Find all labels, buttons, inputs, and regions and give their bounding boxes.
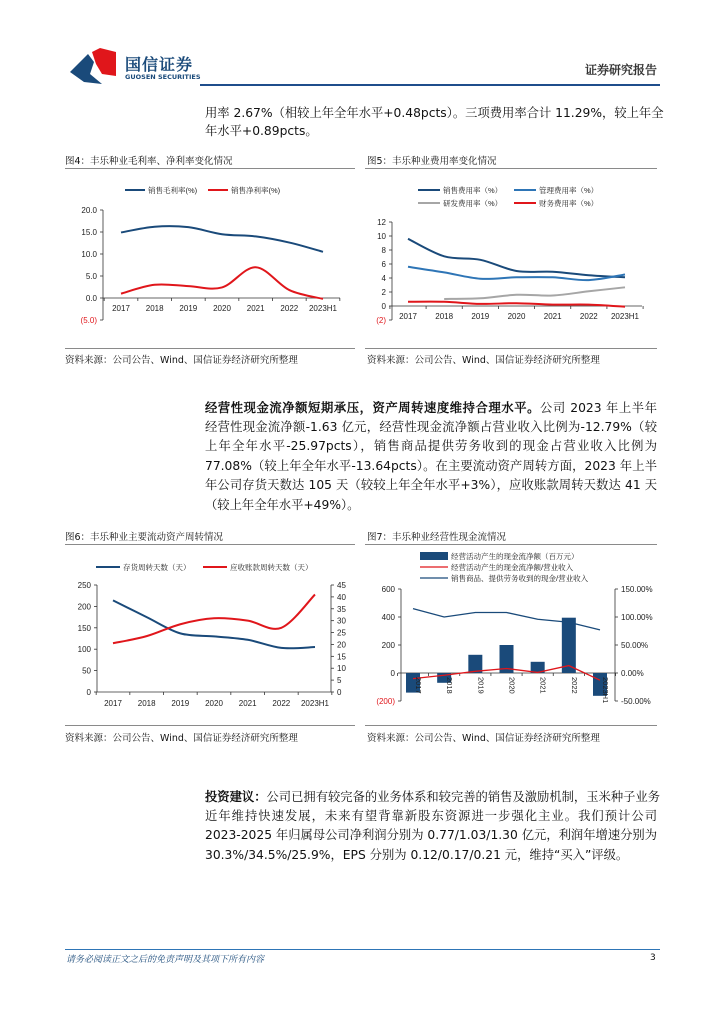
fig6-source: 资料来源：公司公告、Wind、国信证券经济研究所整理 xyxy=(65,733,298,744)
fig4-x-tick-label: 2017 xyxy=(112,304,130,313)
fig6-y2-tick-label: 5 xyxy=(337,676,342,686)
fig7-legend-label: 经营活动产生的现金流净额（百万元） xyxy=(451,552,579,561)
fig5-title: 图5：丰乐种业费用率变化情况 xyxy=(367,156,497,167)
fig7-y-tick-label: (200) xyxy=(376,697,395,706)
fig4-legend-label: 销售净利率(%) xyxy=(231,186,281,195)
footer-disclaimer[interactable]: 请务必阅读正文之后的免责声明及其项下所有内容 xyxy=(66,955,265,965)
fig6-x-tick-label: 2023H1 xyxy=(300,699,330,708)
report-type: 证券研究报告 xyxy=(584,63,657,77)
fig6-y2-tick-label: 10 xyxy=(337,664,346,674)
para2-line: 上年全年水平-25.97pcts），销售商品提供劳务收到的现金占营业收入比例为 xyxy=(205,439,657,453)
fig5-y-tick-label: 12 xyxy=(377,218,386,227)
fig5-y-tick-label: 0 xyxy=(381,302,386,311)
fig5-x-tick-label: 2017 xyxy=(399,312,417,321)
fig6-x-tick-label: 2017 xyxy=(104,699,122,708)
fig7-x-tick-label: 2018 xyxy=(445,677,455,694)
fig7-x-tick-label: 2019 xyxy=(476,677,486,694)
fig7-x-tick-label: 2023H1 xyxy=(601,677,610,704)
brand-name-en: GUOSEN SECURITIES xyxy=(125,73,201,81)
fig5-x-tick-label: 2021 xyxy=(543,312,562,321)
fig6-y-tick-label: 150 xyxy=(77,623,91,633)
fig4-series-line xyxy=(121,267,323,299)
fig6-y2-tick-label: 25 xyxy=(337,628,346,638)
fig6-y-tick-label: 250 xyxy=(77,581,91,590)
para3-bold-lead: 投资建议： xyxy=(205,790,267,804)
fig7-x-tick-label: 2017 xyxy=(414,677,423,694)
para2-line: （较上年全年水平+49%）。 xyxy=(205,498,360,512)
fig6-x-tick-label: 2022 xyxy=(272,699,291,708)
fig7-bar xyxy=(562,618,576,673)
fig6-x-tick-label: 2021 xyxy=(238,699,257,708)
fig4-series-line xyxy=(121,226,323,252)
fig6-legend-label: 存货周转天数（天） xyxy=(123,563,191,572)
page-number: 3 xyxy=(650,953,656,963)
fig5-y-tick-label: 8 xyxy=(381,246,386,255)
fig6-title: 图6：丰乐种业主要流动资产周转情况 xyxy=(65,532,224,543)
fig7-legend-label: 经营活动产生的现金流净额/营业收入 xyxy=(451,563,574,572)
para1-line: 用率 2.67%（相较上年全年水平+0.48pcts）。三项费用率合计 11.29%，较上年全 xyxy=(205,106,664,120)
fig6-x-tick-label: 2018 xyxy=(137,699,156,708)
fig5-x-tick-label: 2018 xyxy=(435,312,454,321)
fig4-x-tick-label: 2021 xyxy=(246,304,265,313)
fig7-x-tick-label: 2022 xyxy=(569,677,579,694)
para3-line: 近年维持快速发展，未来有望背靠新股东资源进一步强化主业。我们预计公司 xyxy=(205,809,657,823)
fig5-x-tick-label: 2020 xyxy=(507,312,526,321)
para3-line: 30.3%/34.5%/25.9%，EPS 分别为 0.12/0.17/0.21 元，维持“买入”评级。 xyxy=(205,848,629,862)
fig6-y2-tick-label: 20 xyxy=(337,640,346,650)
brand-name-cn: 国信证券 xyxy=(125,55,194,74)
fig5-y-tick-label: 4 xyxy=(381,274,386,283)
fig6-y2-tick-label: 30 xyxy=(337,616,346,626)
fig5-source: 资料来源：公司公告、Wind、国信证券经济研究所整理 xyxy=(367,355,600,366)
fig4-x-tick-label: 2022 xyxy=(280,304,299,313)
fig6-y-tick-label: 200 xyxy=(77,602,91,612)
fig4-x-tick-label: 2018 xyxy=(145,304,164,313)
fig7-y2-tick-label: 0.00% xyxy=(621,669,644,678)
fig5-series-line xyxy=(444,287,625,299)
fig5-x-tick-label: 2023H1 xyxy=(610,312,640,321)
fig4-title: 图4：丰乐种业毛利率、净利率变化情况 xyxy=(65,156,233,167)
fig7-title: 图7：丰乐种业经营性现金流情况 xyxy=(367,532,507,543)
fig4-x-tick-label: 2023H1 xyxy=(308,304,338,313)
fig6-y-tick-label: 50 xyxy=(82,666,91,676)
fig4-y-tick-label: (5.0) xyxy=(80,316,97,325)
fig5-series-line xyxy=(408,267,625,280)
para2-line: 经营性现金流净额-1.63 亿元，经营性现金流净额占营业收入比例为-12.79%（较 xyxy=(205,420,657,434)
fig6-y2-tick-label: 35 xyxy=(337,604,346,614)
fig7-y-tick-label: 0 xyxy=(390,669,395,678)
fig7-source: 资料来源：公司公告、Wind、国信证券经济研究所整理 xyxy=(367,733,600,744)
fig6-y2-tick-label: 0 xyxy=(337,688,342,697)
fig6-legend-label: 应收账款周转天数（天） xyxy=(230,563,313,572)
fig7-legend-label: 销售商品、提供劳务收到的现金/营业收入 xyxy=(451,574,589,583)
para3-text: 公司已拥有较完备的业务体系和较完善的销售及激励机制，玉米种子业务 xyxy=(266,790,661,804)
fig7-y2-tick-label: 50.00% xyxy=(621,641,649,650)
fig7-y2-tick-label: 150.00% xyxy=(621,585,653,594)
fig7-x-tick-label: 2020 xyxy=(507,677,517,694)
fig4-legend-label: 销售毛利率(%) xyxy=(148,186,198,195)
fig6-y2-tick-label: 40 xyxy=(337,592,346,602)
fig6-y2-tick-label: 15 xyxy=(337,652,346,662)
fig6-y-tick-label: 0 xyxy=(86,688,91,697)
fig7-y2-tick-label: -50.00% xyxy=(621,697,651,706)
fig4-y-tick-label: 20.0 xyxy=(81,206,97,215)
fig5-y-tick-label: 2 xyxy=(381,288,386,297)
fig7-y-tick-label: 200 xyxy=(381,641,395,650)
fig7-y-tick-label: 600 xyxy=(381,585,395,594)
fig4-y-tick-label: 0.0 xyxy=(85,294,97,303)
para2-line: 年公司存货天数达 105 天（较较上年全年水平+3%），应收账款周转天数达 41 天 xyxy=(205,478,657,492)
fig4-y-tick-label: 5.0 xyxy=(85,272,97,281)
fig4-source: 资料来源：公司公告、Wind、国信证券经济研究所整理 xyxy=(65,355,298,366)
fig6-x-tick-label: 2020 xyxy=(205,699,223,708)
fig7-y2-tick-label: 100.00% xyxy=(621,613,653,622)
para2-text: 公司 2023 年上半年 xyxy=(539,401,657,415)
fig5-x-tick-label: 2019 xyxy=(471,312,490,321)
fig5-x-tick-label: 2022 xyxy=(579,312,598,321)
para3-line: 2023-2025 年归属母公司净利润分别为 0.77/1.03/1.30 亿元，利润年增速分别为 xyxy=(205,828,658,842)
fig6-x-tick-label: 2019 xyxy=(171,699,190,708)
fig5-y-tick-label: 10 xyxy=(377,232,386,241)
para2-bold-lead: 经营性现金流净额短期承压，资产周转速度维持合理水平。 xyxy=(205,401,540,415)
fig4-x-tick-label: 2019 xyxy=(179,304,198,313)
fig5-legend-label: 销售费用率（%） xyxy=(443,186,503,195)
fig5-y-tick-label: (2) xyxy=(376,316,386,325)
fig6-y-tick-label: 100 xyxy=(77,645,91,655)
para2-line: 77.08%（较上年全年水平-13.64pcts）。在主要流动资产周转方面，2023 年上半 xyxy=(205,459,657,473)
fig6-y2-tick-label: 45 xyxy=(337,581,346,590)
fig5-y-tick-label: 6 xyxy=(381,260,386,269)
fig4-x-tick-label: 2020 xyxy=(213,304,231,313)
fig5-legend-label: 研发费用率（%） xyxy=(443,199,503,208)
fig4-y-tick-label: 15.0 xyxy=(81,228,97,237)
fig7-legend-swatch xyxy=(420,552,448,560)
para1-line: 年水平+0.89pcts。 xyxy=(205,124,318,138)
fig5-legend-label: 管理费用率（%） xyxy=(539,186,599,195)
fig7-y-tick-label: 400 xyxy=(381,613,395,622)
fig5-legend-label: 财务费用率（%） xyxy=(539,199,599,208)
fig6-series-line xyxy=(113,600,315,648)
fig7-x-tick-label: 2021 xyxy=(538,677,548,694)
fig4-y-tick-label: 10.0 xyxy=(81,250,97,259)
